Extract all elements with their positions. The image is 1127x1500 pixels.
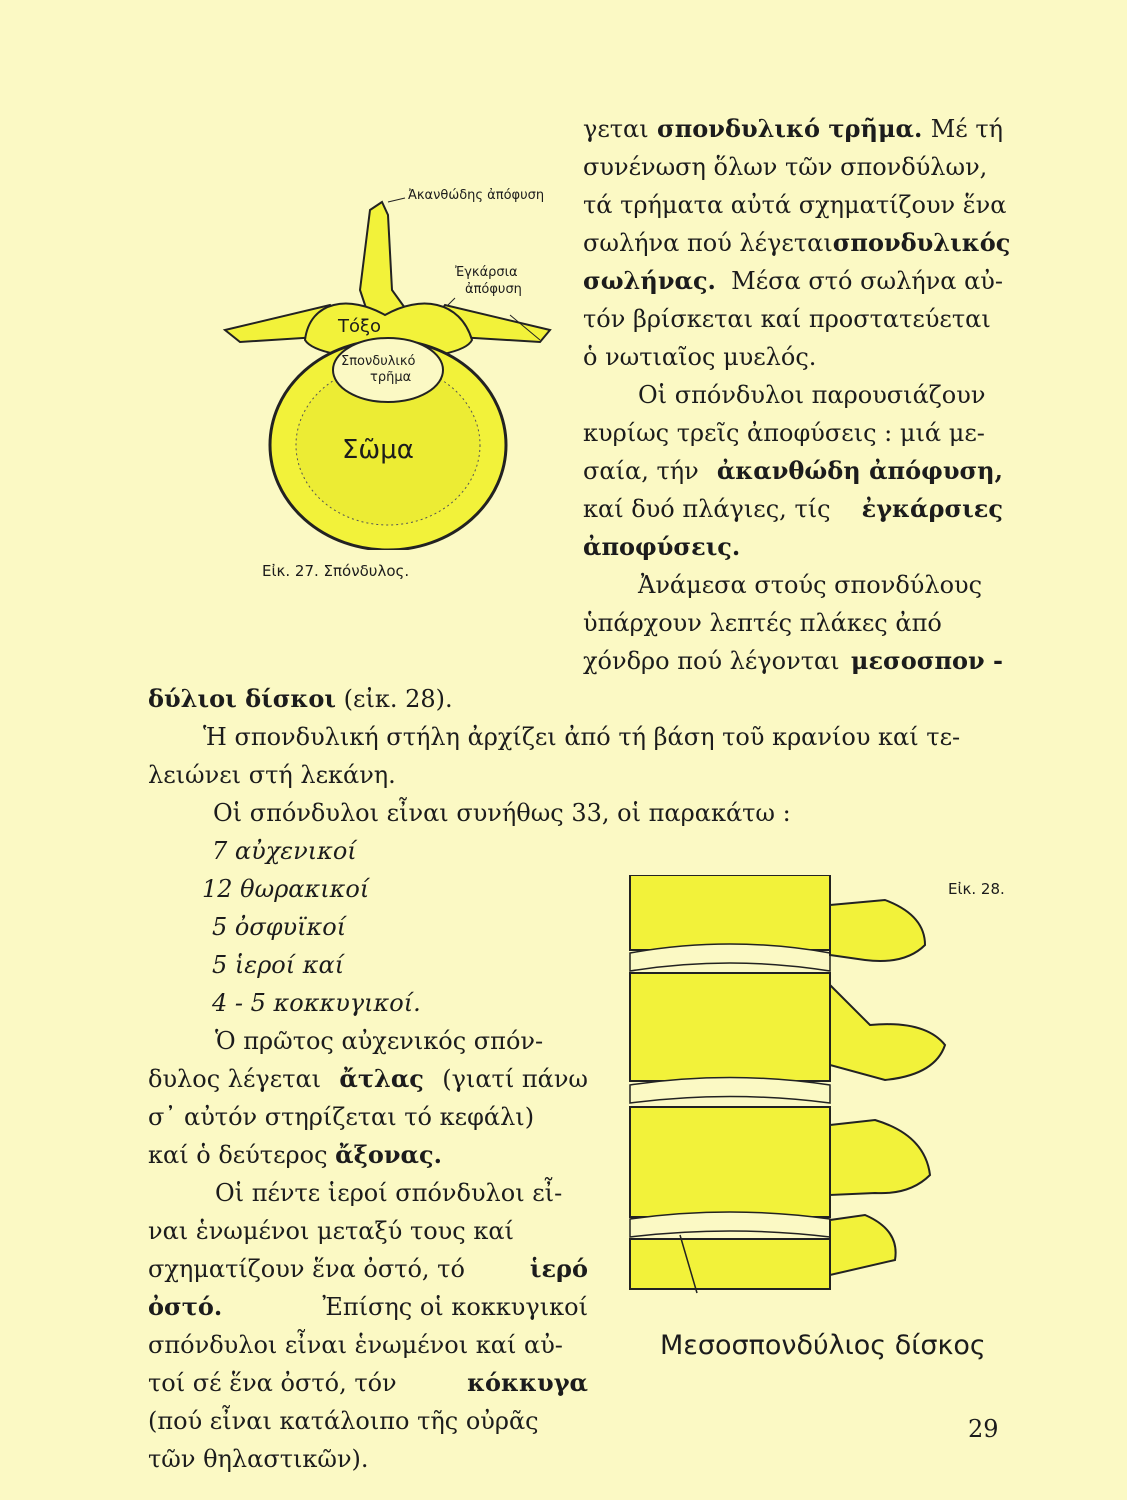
list-item: 5 ὀσφυϊκοί: [212, 913, 347, 941]
text-line: σωλήνα πού λέγεται σπονδυλικός: [583, 228, 1011, 257]
text-line: σπόνδυλοι εἶναι ἑνωμένοι καί αὐ-: [148, 1331, 563, 1359]
spine-illustration: [625, 875, 1015, 1295]
label-vertebral-foramen-1: Σπονδυλικό: [341, 354, 416, 369]
text-line: τόν βρίσκεται καί προστατεύεται: [583, 305, 991, 333]
text-line: Οἱ σπόνδυλοι παρουσιάζουν: [638, 381, 986, 409]
label-transverse-process-2: ἀπόφυση: [465, 282, 522, 297]
text-line: λειώνει στή λεκάνη.: [148, 761, 396, 789]
figure-28-caption: Εἰκ. 28.: [948, 880, 1005, 898]
label-transverse-process-1: Ἐγκάρσια: [455, 265, 518, 280]
text-line: κυρίως τρεῖς ἀποφύσεις : μιά με-: [583, 419, 985, 447]
text-line: δυλος λέγεται ἄτλας (γιατί πάνω: [148, 1064, 588, 1093]
text-line: Οἱ σπόνδυλοι εἶναι συνήθως 33, οἱ παρακάτω :: [213, 799, 791, 827]
text-line: συνένωση ὅλων τῶν σπονδύλων,: [583, 153, 988, 181]
text-line: ὁ νωτιαῖος μυελός.: [583, 343, 817, 371]
text-line: (πού εἶναι κατάλοιπο τῆς οὐρᾶς: [148, 1407, 539, 1435]
page-number: 29: [968, 1415, 999, 1443]
text-line: γεται σπονδυλικό τρῆμα. Μέ τή: [583, 114, 1003, 143]
figure-spine-segment: [625, 875, 1015, 1295]
text-line: τῶν θηλαστικῶν).: [148, 1445, 369, 1473]
text-line: τά τρήματα αὐτά σχηματίζουν ἕνα: [583, 191, 1007, 219]
list-item: 12 θωρακικοί: [202, 875, 370, 903]
text-line: δύλιοι δίσκοι (εἰκ. 28).: [148, 684, 453, 713]
text-line: χόνδρο πού λέγονται μεσοσπον -: [583, 646, 1003, 675]
text-line: ἀποφύσεις.: [583, 532, 741, 561]
text-line: καί δυό πλάγιες, τίς ἐγκάρσιες: [583, 494, 1003, 523]
text-line: σ᾽ αὐτόν στηρίζεται τό κεφάλι): [148, 1103, 535, 1131]
text-line: σωλήνας. Μέσα στό σωλήνα αὐ-: [583, 266, 1003, 295]
label-arch: Τόξο: [338, 316, 382, 337]
text-line: ὀστό. Ἐπίσης οἱ κοκκυγικοί: [148, 1292, 588, 1321]
figure-vertebra: [210, 180, 590, 550]
label-spinous-process: Ἀκανθώδης ἀπόφυση: [408, 188, 545, 203]
label-body: Σῶμα: [342, 435, 414, 465]
text-line: Ἡ σπονδυλική στήλη ἀρχίζει ἀπό τή βάση τοῦ κρανίου καί τε-: [203, 723, 961, 751]
list-item: 7 αὐχενικοί: [212, 837, 357, 865]
text-line: Οἱ πέντε ἱεροί σπόνδυλοι εἶ-: [215, 1179, 563, 1207]
label-vertebral-foramen-2: τρῆμα: [370, 370, 412, 385]
list-item: 4 - 5 κοκκυγικοί.: [212, 989, 421, 1017]
text-line: τοί σέ ἕνα ὀστό, τόν κόκκυγα: [148, 1368, 588, 1397]
list-item: 5 ἱεροί καί: [212, 951, 345, 979]
figure-27-caption: Εἰκ. 27. Σπόνδυλος.: [262, 562, 410, 580]
text-line: καί ὁ δεύτερος ἄξονας.: [148, 1140, 442, 1169]
text-line: σαία, τήν ἀκανθώδη ἀπόφυση,: [583, 456, 1003, 485]
label-intervertebral-disc: Μεσοσπονδύλιος δίσκος: [660, 1330, 986, 1361]
text-line: Ἀνάμεσα στούς σπονδύλους: [638, 571, 983, 599]
text-line: ὑπάρχουν λεπτές πλάκες ἀπό: [583, 609, 942, 637]
text-line: ναι ἑνωμένοι μεταξύ τους καί: [148, 1217, 514, 1245]
text-line: σχηματίζουν ἕνα ὀστό, τό ἱερό: [148, 1254, 588, 1283]
text-line: Ὁ πρῶτος αὐχενικός σπόν-: [215, 1027, 544, 1055]
